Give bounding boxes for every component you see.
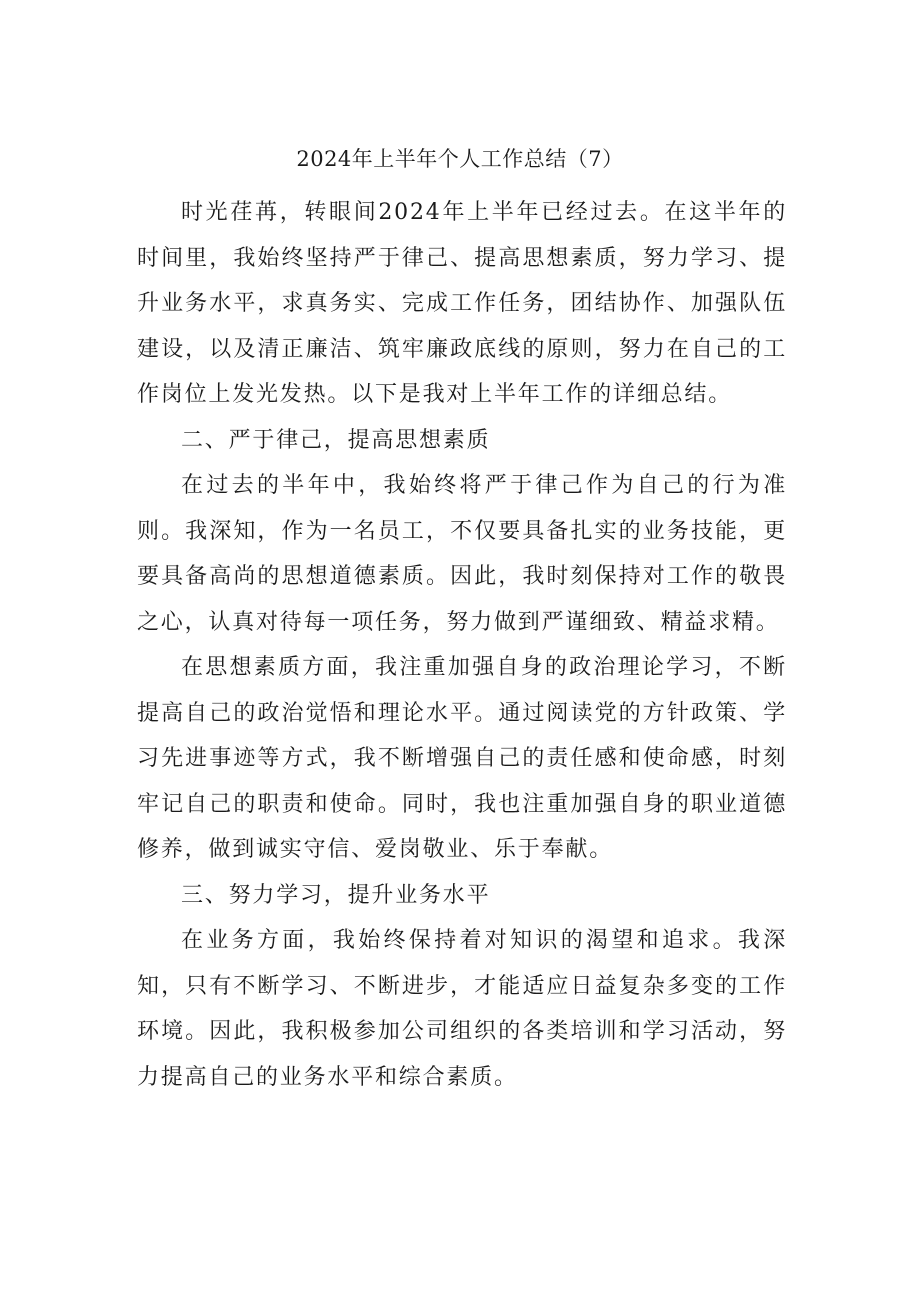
section-heading-2: 二、严于律己，提高思想素质	[181, 427, 491, 453]
intro-paragraph: 时光荏苒，转眼间2024年上半年已经过去。在这半年的时间里，我始终坚持严于律己、提高思想素质，努力学习、提升业务水平，求真务实、完成工作任务，团结协作、加强队伍建设，以及清正廉洁、筑牢廉政底线的原则，努力在自己的工作岗位上发光发热。以下是我对上半年工作的详细总结。	[137, 200, 787, 407]
document-title: 2024年上半年个人工作总结（7）	[296, 147, 624, 171]
document-body	[137, 190, 787, 1100]
section-2-paragraph-2: 在思想素质方面，我注重加强自身的政治理论学习，不断提高自己的政治觉悟和理论水平。通过阅读党的方针政策、学习先进事迹等方式，我不断增强自己的责任感和使命感，时刻牢记自己的职责和使命。同时，我也注重加强自身的职业道德修养，做到诚实守信、爱岗敬业、乐于奉献。	[137, 655, 787, 862]
section-3-paragraph-1: 在业务方面，我始终保持着对知识的渴望和追求。我深知，只有不断学习、不断进步，才能适应日益复杂多变的工作环境。因此，我积极参加公司组织的各类培训和学习活动，努力提高自己的业务水平和综合素质。	[137, 928, 787, 1090]
section-heading-3: 三、努力学习，提升业务水平	[181, 882, 491, 908]
section-2-paragraph-1: 在过去的半年中，我始终将严于律己作为自己的行为准则。我深知，作为一名员工，不仅要具备扎实的业务技能，更要具备高尚的思想道德素质。因此，我时刻保持对工作的敬畏之心，认真对待每一项任务，努力做到严谨细致、精益求精。	[137, 473, 787, 635]
